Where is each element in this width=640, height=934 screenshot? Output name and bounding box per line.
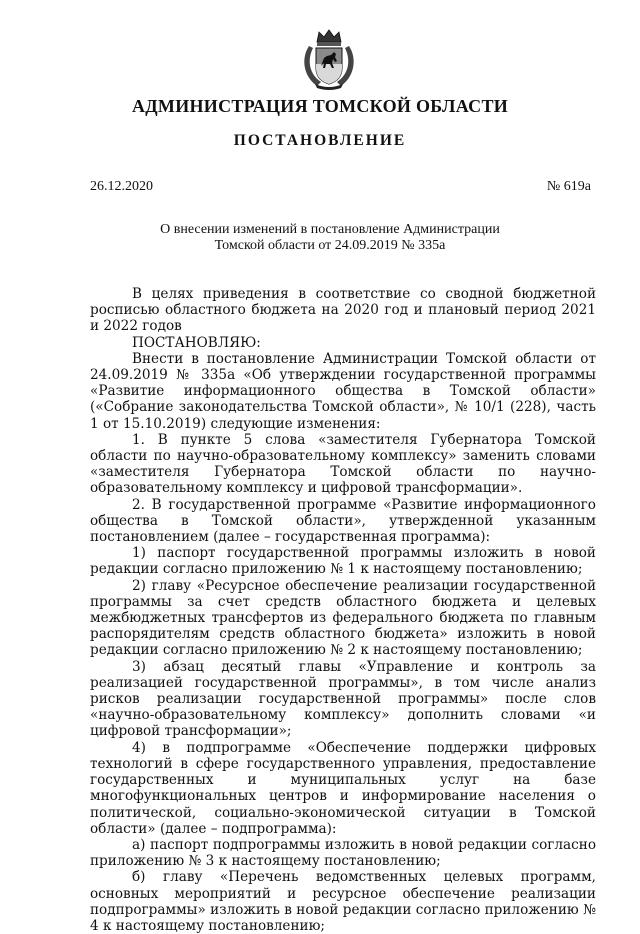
document-body bbox=[90, 286, 596, 934]
document-subject: О внесении изменений в постановление Администрации Томской области от 24.09.2019 № 335а bbox=[160, 222, 500, 253]
paragraph-item-2: 2. В государственной программе «Развитие информационного общества в Томской области», утвержденной указанным постановлением (далее – государственная программа): bbox=[90, 496, 596, 546]
paragraph-subitem-1: 1) паспорт государственной программы изложить в новой редакции согласно приложению № 1 к настоящему постановлению; bbox=[90, 545, 596, 578]
paragraph-amend: Внести в постановление Администрации Томской области от 24.09.2019 № 335а «Об утверждении государственной программы «Развитие информационного общества в Томской области» («Собрание законодательства Томской области», № 10/1 (228), часть 1 от 15.10.2019) следующие изменения: bbox=[90, 350, 596, 432]
paragraph-subitem-b: б) главу «Перечень ведомственных целевых программ, основных мероприятий и ресурсное обеспечение реализации подпрограммы» изложить в новой редакции согласно приложению № 4 к настоящему постановлению; bbox=[90, 869, 596, 934]
paragraph-item-1: 1. В пункте 5 слова «заместителя Губернатора Томской области по научно-образовательному комплексу» заменить словами «заместителя Губернатора Томской области по научно-образовательному комплексу и цифровой трансформации». bbox=[90, 431, 596, 497]
organization-title: АДМИНИСТРАЦИЯ ТОМСКОЙ ОБЛАСТИ bbox=[131, 96, 509, 116]
paragraph-subitem-a: а) паспорт подпрограммы изложить в новой редакции согласно приложению № 3 к настоящему постановлению; bbox=[90, 836, 596, 870]
paragraph-preamble: В целях приведения в соответствие со сводной бюджетной росписью областного бюджета на 2020 год и плановый период 2021 и 2022 годов bbox=[90, 286, 596, 335]
coat-of-arms-icon bbox=[297, 28, 361, 90]
document-date: 26.12.2020 bbox=[90, 179, 153, 194]
paragraph-subitem-4: 4) в подпрограмме «Обеспечение поддержки цифровых технологий в сфере государственного управления, предоставление государственных и муниципальных услуг на базе многофункциональных центров и информирование населения о политической, социально-экономической ситуации в Томской области» (далее – подпрограмма): bbox=[90, 739, 596, 837]
paragraph-subitem-2: 2) главу «Ресурсное обеспечение реализации государственной программы за счет средств областного бюджета и целевых межбюджетных трансфертов из федерального бюджета по главным распорядителям средств областного бюджета» изложить в новой редакции согласно приложению № 2 к настоящему постановлению; bbox=[90, 577, 596, 659]
paragraph-resolve: ПОСТАНОВЛЯЮ: bbox=[132, 334, 261, 351]
document-type: ПОСТАНОВЛЕНИЕ bbox=[233, 132, 407, 149]
document-number: № 619а bbox=[546, 179, 591, 194]
paragraph-subitem-3: 3) абзац десятый главы «Управление и контроль за реализацией государственной программы», в том числе анализ рисков реализации государственной программы» после слов «научно-образовательному комплексу» дополнить словами «и цифровой трансформации»; bbox=[90, 658, 596, 740]
